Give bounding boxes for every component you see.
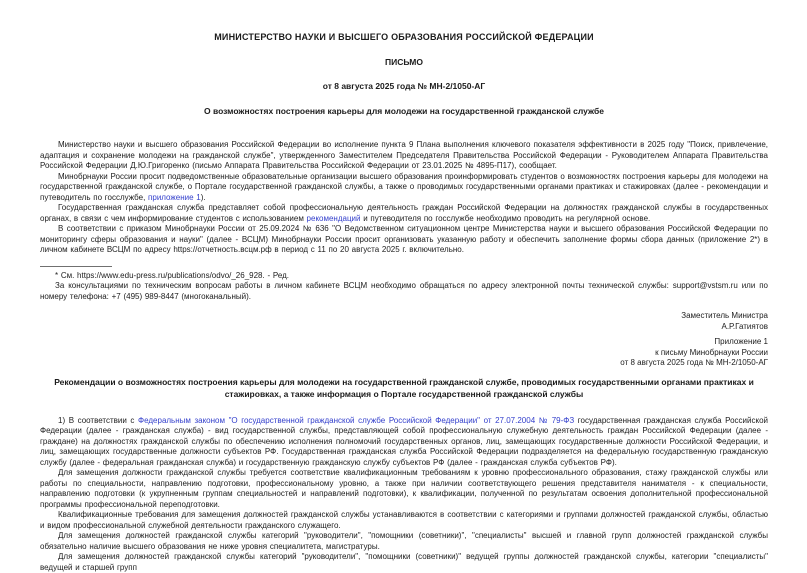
attachment-header-line-number: Приложение 1 xyxy=(40,337,768,348)
paragraph-civil-service-definition xyxy=(40,203,768,224)
document-date-number: от 8 августа 2025 года № МН-2/1050-АГ xyxy=(40,81,768,91)
signature-block xyxy=(40,311,768,332)
text-segment: Государственная гражданская служба представляет собой профессиональную деятельность граждан Российской Федерации на должностях гражданской службы в государственных органах, в связи с чем информирование студентов с использованием xyxy=(40,203,768,223)
text-segment: За консультациями по техническим вопросам работы в личном кабинете ВСЦМ необходимо обращаться по адресу электронной почты технической службы: support@vstsm.ru или по номеру телефона: +7 (495) 989-8447 (многоканальный). xyxy=(40,281,768,301)
attachment-header-line-addressee: к письму Минобрнауки России xyxy=(40,348,768,359)
text-segment: Минобрнауки России просит подведомственные образовательные организации высшего образования проинформировать студентов о возможностях построения карьеры для молодежи на государственной гражданской службе, о Портале государственной гражданской службы, а также о проводимых государственными органами практиках и стажировках (далее - рекомендации и путеводитель по госслужбе, xyxy=(40,172,768,202)
text-segment: Для замещения должностей гражданской службы категорий "руководители", "помощники (советники)", "специалисты" высшей и главной групп должностей гражданской службы обязательно наличие высшего образования не ниже уровня специалитета, магистратуры. xyxy=(40,531,768,551)
attachment-title: Рекомендации о возможностях построения карьеры для молодежи на государственной гражданской службе, проводимых государственными органами практиках и стажировках, а также информация о Портале государственной гражданской службы xyxy=(40,376,768,400)
attachment-1-link[interactable]: приложение 1 xyxy=(148,193,201,202)
document-subject: О возможностях построения карьеры для молодежи на государственной гражданской службе xyxy=(40,106,768,116)
footnote-support-contacts xyxy=(40,281,768,302)
recommendations-link[interactable]: рекомендаций xyxy=(307,214,361,223)
paragraph-law-definition xyxy=(40,416,768,469)
text-segment: В соответствии с приказом Минобрнауки России от 25.09.2024 № 636 "О Ведомственном ситуационном центре Министерства науки и высшего образования Российской Федерации по мониторингу сферы образования и науки" (далее - ВСЦМ) Минобрнауки России просит организовать указанную работу и обеспечить заполнение формы сбора данных (приложение 2*) в личном кабинете ВСЦМ по адресу https://отчетность.всцм.рф в период с 11 по 20 августа 2025 г. включительно. xyxy=(40,224,768,254)
text-segment: 1) В соответствии с xyxy=(58,416,138,425)
footnote-reference xyxy=(40,271,768,282)
text-segment: государственная гражданская служба Российской Федерации (далее - гражданская служба) - вид государственной службы, представляющей собой профессиональную служебную деятельность граждан Российской Федерации (далее - граждане) на должностях гражданской службы по обеспечению исполнения полномочий государственных органов, лиц, замещающих государственные должности Российской Федерации, и лиц, замещающих государственные должности субъектов РФ. Государственная гражданская служба Российской Федерации подразделяется на федеральную государственную гражданскую службу (далее - федеральная гражданская служба) и государственную гражданскую службу субъектов РФ (далее - гражданская служба субъектов РФ). xyxy=(40,416,768,467)
attachment-header xyxy=(40,337,768,369)
paragraph-higher-education-requirement xyxy=(40,531,768,552)
text-segment: Квалификационные требования для замещения должностей гражданской службы устанавливаются в соответствии с категориями и группами должностей гражданской службы, областью и видом профессиональной служебной деятельности гражданского служащего. xyxy=(40,510,768,530)
attachment-header-line-date: от 8 августа 2025 года № МН-2/1050-АГ xyxy=(40,358,768,369)
federal-law-79-link[interactable]: Федеральным законом "О государственной гражданской службе Российской Федерации" от 27.07.2004 № 79-ФЗ xyxy=(138,416,574,425)
text-segment: и путеводителя по госслужбе необходимо проводить на регулярной основе. xyxy=(361,214,651,223)
paragraph-intro xyxy=(40,140,768,172)
signature-name: А.Р.Гатиятов xyxy=(40,322,768,333)
text-segment: Министерство науки и высшего образования Российской Федерации во исполнение пункта 9 Плана выполнения ключевого показателя эффективности в 2025 году "Поиск, привлечение, адаптация и сохранение молодежи на гражданской службе", утвержденного Заместителем Председателя Правительства Российской Федерации - Руководителем Аппарата Правительства Российской Федерации Д.Ю.Григоренко (письмо Аппарата Правительства Российской Федерации от 23.01.2025 № 4895-П17), сообщает. xyxy=(40,140,768,170)
document-type: ПИСЬМО xyxy=(40,57,768,67)
ministry-name: МИНИСТЕРСТВО НАУКИ И ВЫСШЕГО ОБРАЗОВАНИЯ РОССИЙСКОЙ ФЕДЕРАЦИИ xyxy=(40,0,768,42)
paragraph-vscm-order xyxy=(40,224,768,256)
footnote-block xyxy=(40,266,768,303)
document-header xyxy=(40,0,768,116)
attachment-body xyxy=(40,416,768,573)
paragraph-requirements-by-category xyxy=(40,510,768,531)
paragraph-qualification-requirements xyxy=(40,468,768,510)
paragraph-leading-senior-groups xyxy=(40,552,768,573)
text-segment: Для замещения должностей гражданской службы категорий "руководители", "помощники (советники)" ведущей группы должностей гражданской службы, категории "специалисты" ведущей и старшей групп xyxy=(40,552,768,572)
paragraph-inform-students xyxy=(40,172,768,204)
footnote-separator xyxy=(40,266,112,267)
text-segment: Для замещения должности гражданской службы требуется соответствие квалификационным требованиям к уровню профессионального образования, стажу гражданской службы или работы по специальности, направлению подготовки, профессиональному уровню, а также при наличии соответствующего решения представителя нанимателя - к специальности, направлению подготовки (к укрупненным группам специальностей и направлений подготовки), к квалификации, полученной по результатам освоения дополнительной профессиональной программы профессиональной переподготовки. xyxy=(40,468,768,509)
signature-position: Заместитель Министра xyxy=(40,311,768,322)
text-segment: * См. https://www.edu-press.ru/publications/odvo/_26_928. - Ред. xyxy=(55,271,289,280)
text-segment: ). xyxy=(201,193,206,202)
letter-body xyxy=(40,140,768,256)
